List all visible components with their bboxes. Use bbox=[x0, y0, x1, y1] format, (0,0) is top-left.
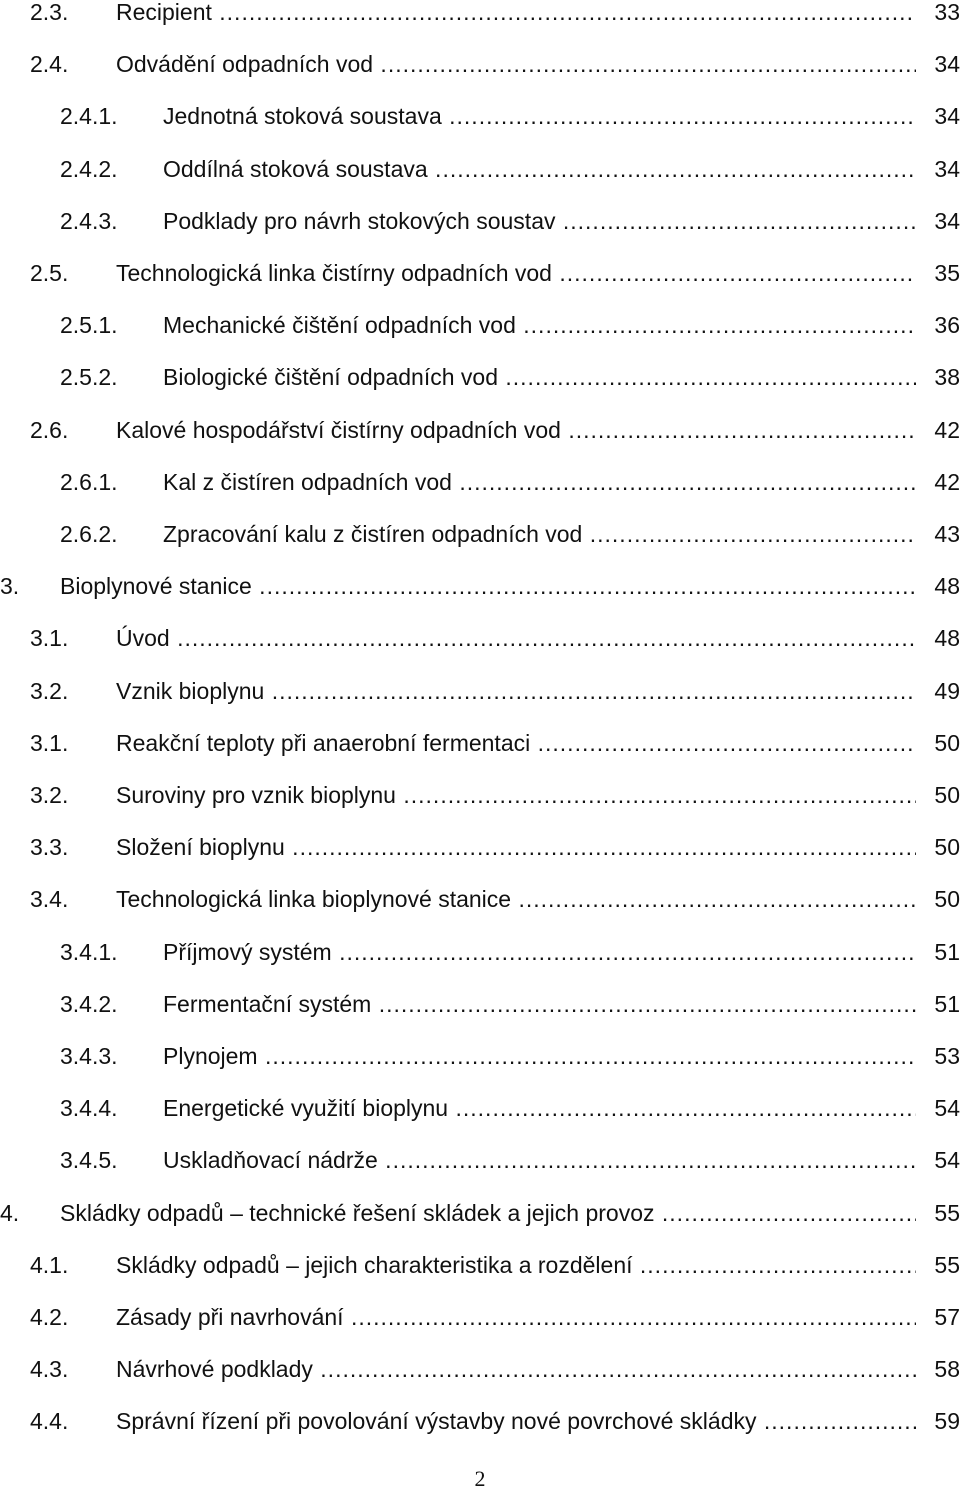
toc-entry[interactable] bbox=[0, 462, 960, 502]
toc-entry-number: 2.6.2. bbox=[60, 521, 118, 547]
toc-entry[interactable] bbox=[0, 253, 960, 293]
toc-entry-page: 59 bbox=[916, 1401, 960, 1441]
toc-entry-number: 4.1. bbox=[30, 1251, 69, 1278]
toc-entry-number: 4. bbox=[0, 1199, 20, 1226]
toc-entry-title[interactable]: Zásady při navrhování ..... bbox=[116, 1297, 916, 1337]
toc-entry-page: 34 bbox=[916, 44, 960, 84]
toc-entry-page: 51 bbox=[916, 932, 960, 972]
toc-entry-page: 43 bbox=[916, 514, 960, 554]
toc-entry-page: 35 bbox=[916, 253, 960, 293]
toc-entry[interactable] bbox=[0, 827, 960, 867]
toc-entry-number: 3.1. bbox=[30, 729, 69, 756]
toc-entry-page: 48 bbox=[916, 618, 960, 658]
toc-entry-page: 36 bbox=[916, 305, 960, 345]
toc-entry-number: 2.5. bbox=[30, 260, 69, 286]
toc-entry[interactable] bbox=[0, 984, 960, 1024]
toc-entry[interactable] bbox=[0, 566, 960, 606]
toc-entry[interactable] bbox=[0, 410, 960, 450]
toc-entry[interactable] bbox=[0, 44, 960, 84]
toc-entry-number: 4.3. bbox=[30, 1356, 69, 1383]
toc-entry-page: 51 bbox=[916, 984, 960, 1024]
toc-entry-title[interactable]: Skládky odpadů – jejich charakteristika a rozdělení ..... bbox=[116, 1245, 916, 1285]
toc-entry-title[interactable]: Vznik bioplynu ..... bbox=[116, 671, 916, 711]
toc-entry-number: 3.4.5. bbox=[60, 1147, 118, 1174]
toc-entry-title[interactable]: Kalové hospodářství čistírny odpadních vod ..... bbox=[116, 410, 916, 450]
toc-entry[interactable] bbox=[0, 0, 960, 32]
toc-entry-title[interactable]: Zpracování kalu z čistíren odpadních vod ..... bbox=[163, 514, 916, 554]
toc-entry-title[interactable]: Energetické využití bioplynu ..... bbox=[163, 1088, 916, 1128]
toc-entry-title[interactable]: Reakční teploty při anaerobní fermentaci ..... bbox=[116, 723, 916, 763]
page-number: 2 bbox=[474, 1466, 486, 1491]
toc-entry-title[interactable]: Návrhové podklady ..... bbox=[116, 1349, 916, 1389]
toc-entry[interactable] bbox=[0, 1297, 960, 1337]
toc-entry-title[interactable]: Podklady pro návrh stokových soustav ..... bbox=[163, 201, 916, 241]
toc-entry-number: 4.2. bbox=[30, 1304, 69, 1330]
toc-entry-page: 55 bbox=[916, 1193, 960, 1233]
toc-entry-title[interactable]: Odvádění odpadních vod ..... bbox=[116, 44, 916, 84]
toc-entry[interactable] bbox=[0, 775, 960, 815]
toc-entry-page: 38 bbox=[916, 357, 960, 397]
toc-entry-number: 3.2. bbox=[30, 782, 69, 808]
toc-entry-number: 2.6. bbox=[30, 416, 69, 443]
toc-entry-number: 3.3. bbox=[30, 834, 69, 861]
toc-entry-page: 54 bbox=[916, 1140, 960, 1180]
toc-entry[interactable] bbox=[0, 618, 960, 658]
toc-entry-number: 3.1. bbox=[30, 625, 69, 652]
toc-entry[interactable] bbox=[0, 1036, 960, 1076]
toc-entry[interactable] bbox=[0, 879, 960, 919]
toc-entry[interactable] bbox=[0, 932, 960, 972]
toc-entry-number: 3.4.2. bbox=[60, 990, 118, 1017]
toc-entry-number: 3.4.3. bbox=[60, 1043, 118, 1069]
toc-entry[interactable] bbox=[0, 514, 960, 554]
toc-entry[interactable] bbox=[0, 1140, 960, 1180]
toc-entry-title[interactable]: Oddílná stoková soustava ..... bbox=[163, 149, 916, 189]
toc-entry[interactable] bbox=[0, 149, 960, 189]
toc-entry-page: 58 bbox=[916, 1349, 960, 1389]
toc-entry-page: 42 bbox=[916, 462, 960, 502]
toc-entry-title[interactable]: Recipient ..... bbox=[116, 0, 916, 32]
toc-entry[interactable] bbox=[0, 1193, 960, 1233]
toc-entry[interactable] bbox=[0, 1349, 960, 1389]
toc-entry-page: 50 bbox=[916, 723, 960, 763]
toc-entry-title[interactable]: Biologické čištění odpadních vod ..... bbox=[163, 357, 916, 397]
toc-entry-title[interactable]: Správní řízení při povolování výstavby nové povrchové skládky ..... bbox=[116, 1401, 916, 1441]
toc-entry[interactable] bbox=[0, 671, 960, 711]
toc-entry-page: 50 bbox=[916, 775, 960, 815]
toc-entry-number: 3.4. bbox=[30, 886, 69, 913]
toc-entry-title[interactable]: Fermentační systém ..... bbox=[163, 984, 916, 1024]
toc-entry-number: 2.3. bbox=[30, 0, 69, 25]
toc-entry[interactable] bbox=[0, 201, 960, 241]
toc-entry[interactable] bbox=[0, 305, 960, 345]
toc-entry-number: 3. bbox=[0, 573, 20, 600]
toc-entry-number: 4.4. bbox=[30, 1408, 69, 1435]
toc-entry-number: 3.4.4. bbox=[60, 1095, 118, 1122]
toc-entry-page: 57 bbox=[916, 1297, 960, 1337]
toc-entry-page: 50 bbox=[916, 827, 960, 867]
toc-entry[interactable] bbox=[0, 1401, 960, 1441]
toc-entry-number: 2.4.2. bbox=[60, 155, 118, 182]
toc-entry-page: 54 bbox=[916, 1088, 960, 1128]
toc-entry-page: 55 bbox=[916, 1245, 960, 1285]
toc-entry-number: 3.2. bbox=[30, 677, 69, 704]
toc-entry-title[interactable]: Technologická linka čistírny odpadních vod ..... bbox=[116, 253, 916, 293]
toc-entry-page: 33 bbox=[916, 0, 960, 32]
toc-entry-number: 3.4.1. bbox=[60, 938, 118, 965]
toc-entry-number: 2.4.1. bbox=[60, 103, 118, 130]
toc-entry-page: 42 bbox=[916, 410, 960, 450]
toc-entry-number: 2.4.3. bbox=[60, 207, 118, 234]
toc-entry[interactable] bbox=[0, 1245, 960, 1285]
toc-entry-title[interactable]: Úvod ..... bbox=[116, 618, 916, 658]
toc-entry-page: 49 bbox=[916, 671, 960, 711]
toc-entry[interactable] bbox=[0, 1088, 960, 1128]
toc-entry-number: 2.5.2. bbox=[60, 364, 118, 391]
toc-entry-page: 34 bbox=[916, 201, 960, 241]
toc-entry-page: 34 bbox=[916, 96, 960, 136]
toc-entry-title[interactable]: Jednotná stoková soustava ..... bbox=[163, 96, 916, 136]
toc-entry-number: 2.6.1. bbox=[60, 468, 118, 495]
toc-entry-title[interactable]: Plynojem ..... bbox=[163, 1036, 916, 1076]
toc-entry[interactable] bbox=[0, 723, 960, 763]
toc-entry-page: 53 bbox=[916, 1036, 960, 1076]
toc-entry-title[interactable]: Příjmový systém ..... bbox=[163, 932, 916, 972]
toc-entry-title[interactable]: Skládky odpadů – technické řešení skládek a jejich provoz ..... bbox=[60, 1193, 916, 1233]
toc-entry[interactable] bbox=[0, 96, 960, 136]
toc-entry-title[interactable]: Kal z čistíren odpadních vod ..... bbox=[163, 462, 916, 502]
toc-entry-title[interactable]: Mechanické čištění odpadních vod ..... bbox=[163, 305, 916, 345]
toc-entry-title[interactable]: Uskladňovací nádrže ..... bbox=[163, 1140, 916, 1180]
toc-entry-number: 2.5.1. bbox=[60, 312, 118, 339]
toc-entry[interactable] bbox=[0, 357, 960, 397]
toc-entry-page: 34 bbox=[916, 149, 960, 189]
toc-entry-title[interactable]: Složení bioplynu ..... bbox=[116, 827, 916, 867]
toc-entry-number: 2.4. bbox=[30, 51, 69, 78]
toc-entry-title[interactable]: Suroviny pro vznik bioplynu ..... bbox=[116, 775, 916, 815]
toc-entry-page: 48 bbox=[916, 566, 960, 606]
toc-entry-title[interactable]: Bioplynové stanice ..... bbox=[60, 566, 916, 606]
toc-entry-page: 50 bbox=[916, 879, 960, 919]
toc-entry-title[interactable]: Technologická linka bioplynové stanice ..... bbox=[116, 879, 916, 919]
